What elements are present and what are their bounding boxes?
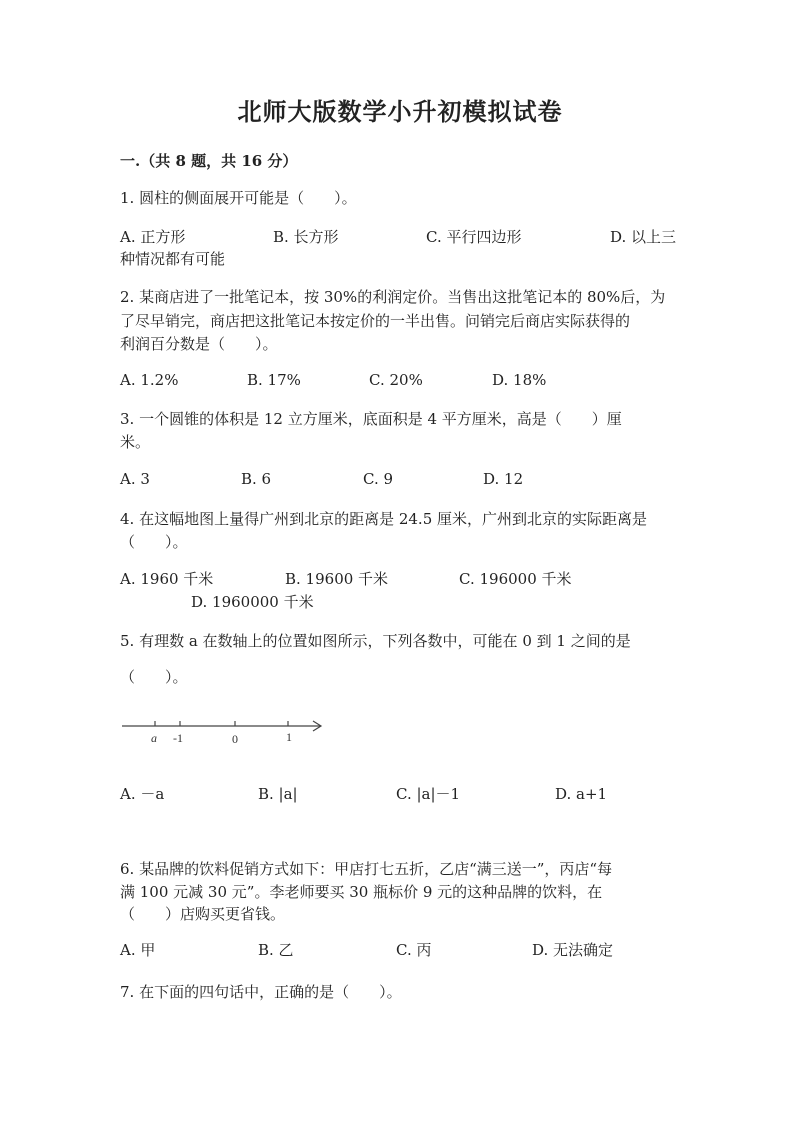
- q6-stem-line-1: 6. 某品牌的饮料促销方式如下：甲店打七五折，乙店“满三送一”，丙店“每: [120, 860, 613, 878]
- q7-stem: 7. 在下面的四句话中，正确的是（ ）。: [120, 983, 402, 1001]
- label-one: 1: [286, 730, 292, 744]
- q6-option-d: D. 无法确定: [532, 941, 614, 959]
- q5-option-d: D. a+1: [555, 785, 608, 803]
- q3-stem-line-1: 3. 一个圆锥的体积是 12 立方厘米，底面积是 4 平方厘米，高是（ ）厘: [120, 410, 622, 428]
- q5-option-a: A. －a: [120, 785, 165, 803]
- q3-option-b: B. 6: [241, 470, 272, 488]
- q3-option-a: A. 3: [120, 470, 150, 488]
- q3-stem-line-2: 米。: [120, 433, 151, 451]
- q4-option-b: B. 19600 千米: [285, 570, 389, 588]
- q2-stem-line-2: 了尽早销完，商店把这批笔记本按定价的一半出售。问销完后商店实际获得的: [120, 312, 631, 330]
- q6-stem-line-2: 满 100 元减 30 元”。李老师要买 30 瓶标价 9 元的这种品牌的饮料，在: [120, 883, 603, 901]
- q1-option-b: B. 长方形: [273, 228, 339, 246]
- q1-stem: 1. 圆柱的侧面展开可能是（ ）。: [120, 189, 357, 207]
- q4-stem-line-1: 4. 在这幅地图上量得广州到北京的距离是 24.5 厘米，广州到北京的实际距离是: [120, 510, 648, 528]
- label-a: a: [151, 731, 157, 745]
- q2-option-a: A. 1.2%: [120, 371, 179, 389]
- q1-option-c: C. 平行四边形: [426, 228, 522, 246]
- q5-stem-line-1: 5. 有理数 a 在数轴上的位置如图所示，下列各数中，可能在 0 到 1 之间的是: [120, 632, 631, 650]
- q5-option-b: B. |a|: [258, 785, 298, 803]
- q6-option-c: C. 丙: [396, 941, 432, 959]
- q6-stem-line-3: （ ）店购买更省钱。: [120, 905, 286, 923]
- q5-option-c: C. |a|－1: [396, 785, 461, 803]
- q2-option-c: C. 20%: [369, 371, 423, 389]
- q4-option-c: C. 196000 千米: [459, 570, 572, 588]
- q2-option-b: B. 17%: [247, 371, 301, 389]
- q6-option-a: A. 甲: [120, 941, 156, 959]
- section-heading: 一.（共 8 题，共 16 分）: [120, 152, 298, 170]
- q2-stem-line-1: 2. 某商店进了一批笔记本，按 30%的利润定价。当售出这批笔记本的 80%后，为: [120, 288, 666, 306]
- q4-option-a: A. 1960 千米: [120, 570, 214, 588]
- q2-option-d: D. 18%: [492, 371, 547, 389]
- q1-option-a: A. 正方形: [120, 228, 186, 246]
- q6-option-b: B. 乙: [258, 941, 294, 959]
- number-line-figure: [120, 714, 340, 754]
- q2-stem-line-3: 利润百分数是（ ）。: [120, 335, 278, 353]
- label-minus-one: -1: [173, 731, 183, 745]
- q5-stem-line-2: （ ）。: [120, 668, 188, 686]
- exam-title: 北师大版数学小升初模拟试卷: [237, 97, 563, 126]
- label-zero: 0: [232, 732, 238, 746]
- q4-option-d: D. 1960000 千米: [191, 593, 314, 611]
- q4-stem-line-2: （ ）。: [120, 533, 188, 551]
- q3-option-d: D. 12: [483, 470, 524, 488]
- q1-option-d: D. 以上三: [610, 228, 677, 246]
- q1-option-d-continued: 种情况都有可能: [120, 250, 226, 268]
- q3-option-c: C. 9: [363, 470, 394, 488]
